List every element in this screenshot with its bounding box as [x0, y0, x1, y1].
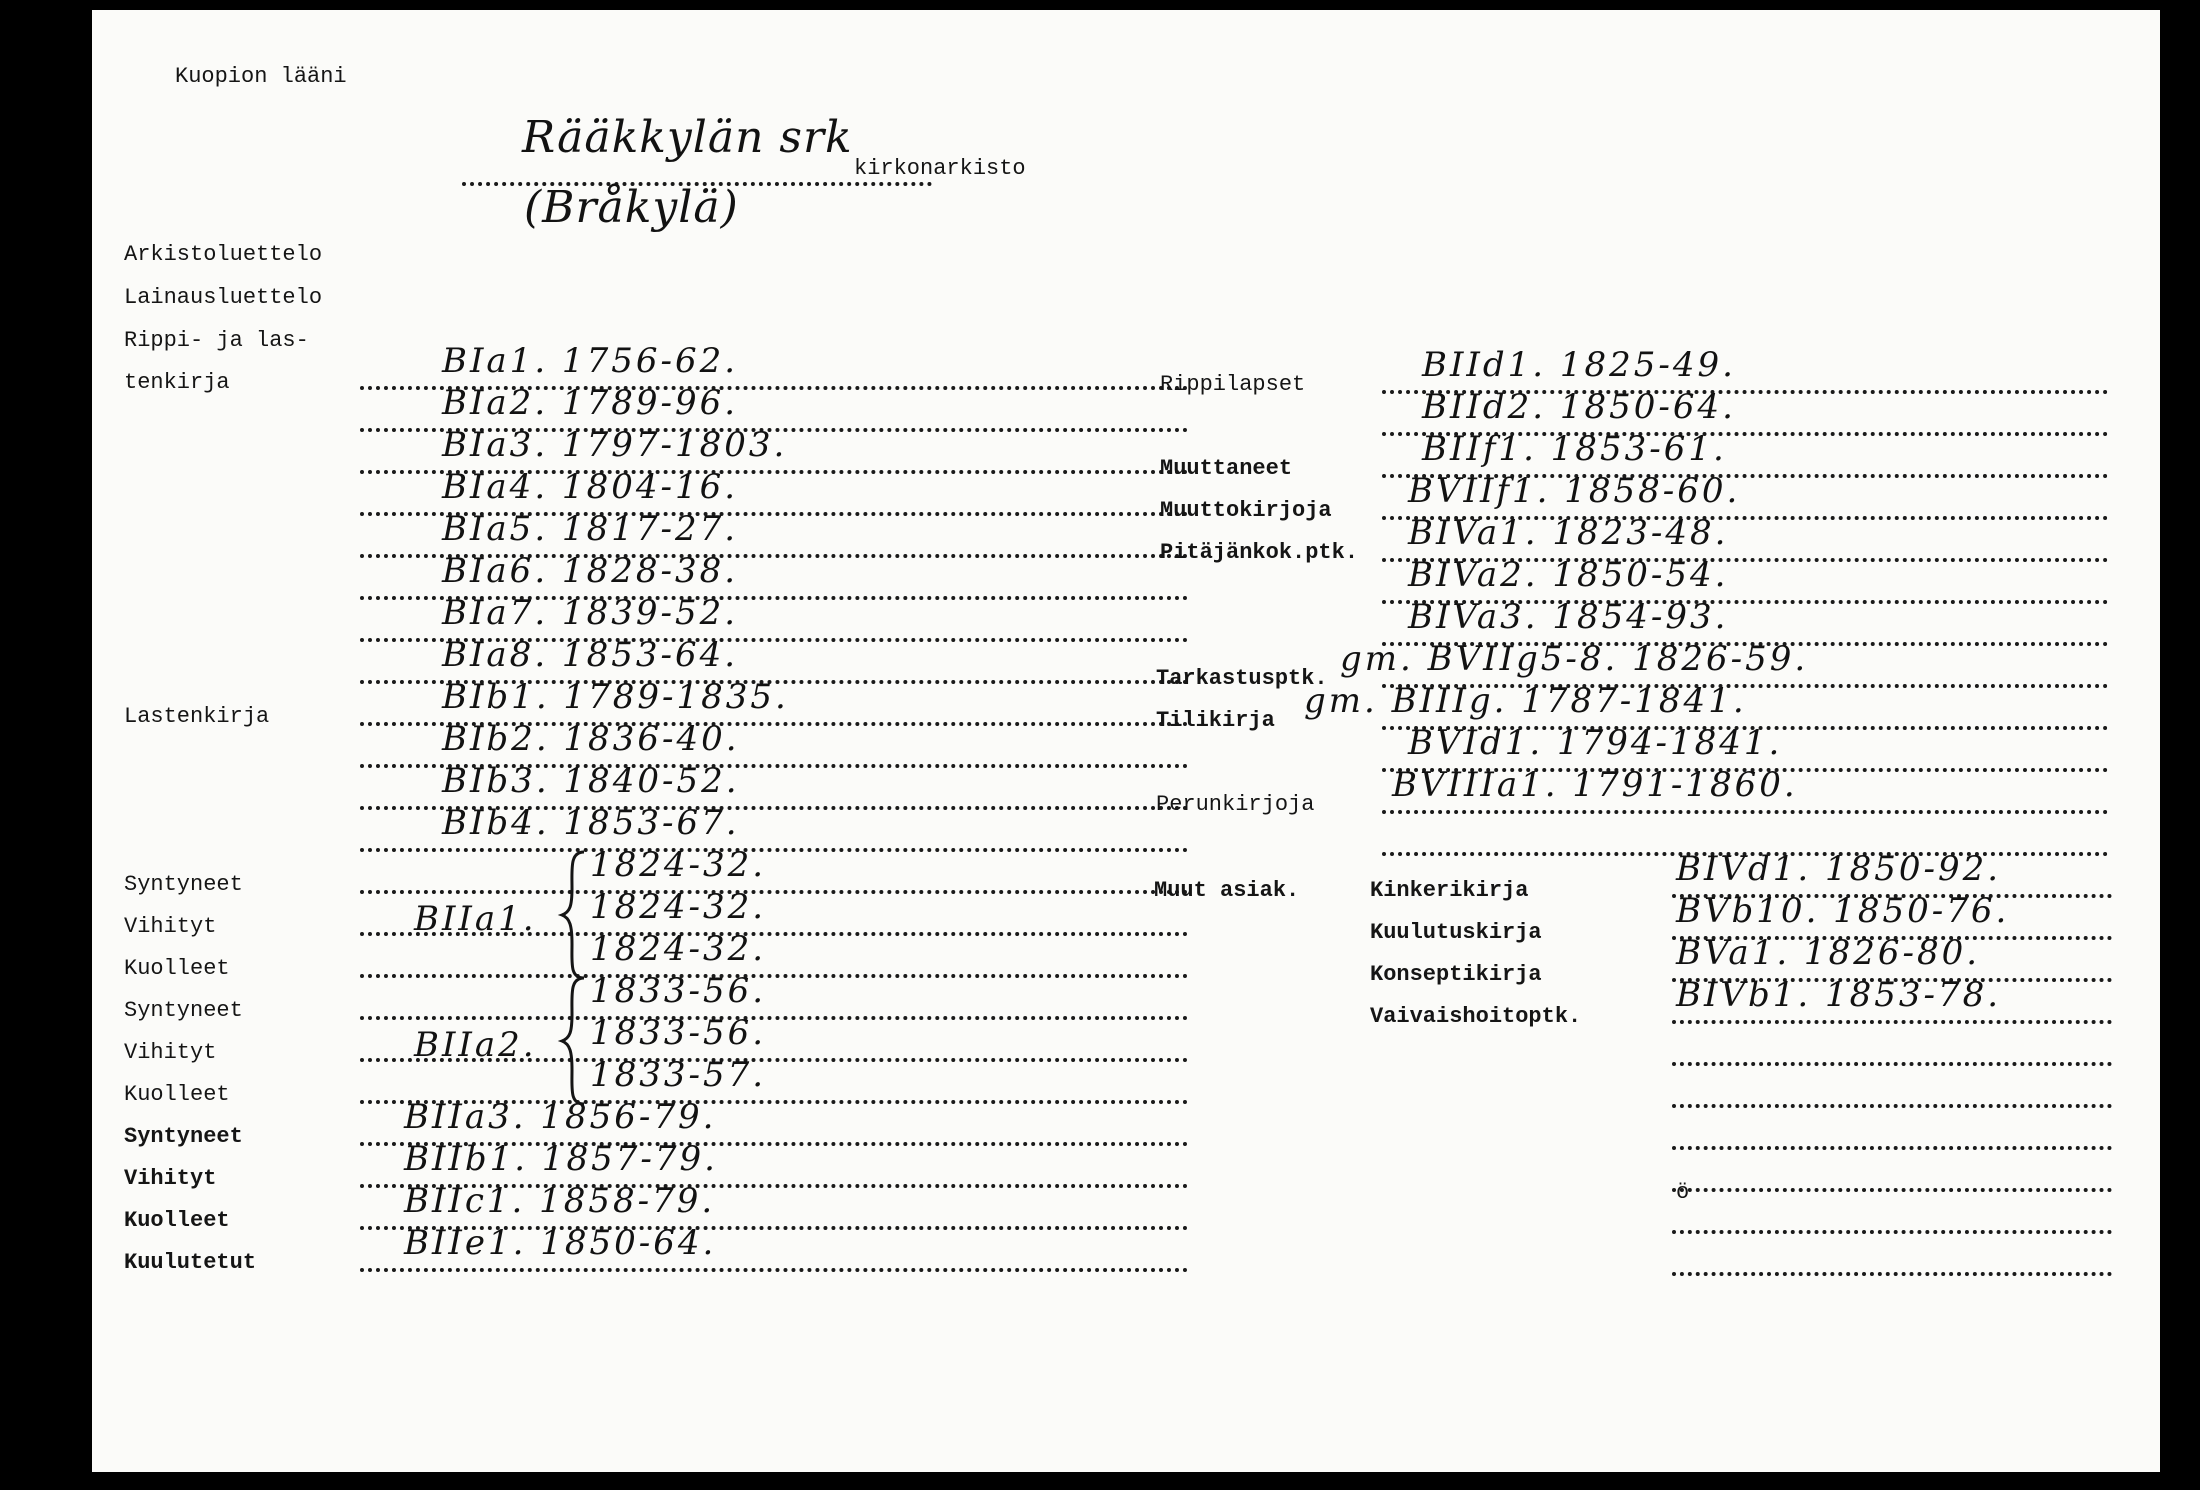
entry-biid2: BIId2. 1850-64. [1422, 387, 1736, 427]
entry-biif1: BIIf1. 1853-61. [1422, 429, 1727, 469]
label-muuttokirjoja: Muuttokirjoja [1160, 498, 1332, 523]
label-rippilapset: Rippilapset [1160, 372, 1306, 397]
entry-biva1: BIVa1. 1823-48. [1408, 513, 1729, 553]
label-perunkirjoja: Perunkirjoja [1156, 792, 1315, 817]
dotted-line [1672, 1020, 2112, 1024]
label-pitajankok: Pitäjänkok.ptk. [1160, 540, 1359, 565]
entry-biva3: BIVa3. 1854-93. [1408, 597, 1729, 637]
dotted-line [1672, 1272, 2112, 1276]
year-biia2-died: 1833-57. [590, 1055, 767, 1095]
label-syntyneet-2: Syntyneet [124, 998, 243, 1023]
entry-bia7: BIa7. 1839-52. [442, 593, 739, 633]
entry-bia8: BIa8. 1853-64. [442, 635, 739, 675]
entry-biid1: BIId1. 1825-49. [1422, 345, 1736, 385]
entry-biiig: gm. BIIIg. 1787-1841. [1304, 681, 1747, 721]
dotted-line [1672, 1230, 2112, 1234]
label-lainausluettelo: Lainausluettelo [124, 285, 323, 310]
label-arkistoluettelo: Arkistoluettelo [124, 242, 323, 267]
label-lastenkirja: Lastenkirja [124, 704, 270, 729]
dotted-line [1672, 1104, 2112, 1108]
entry-bib4: BIb4. 1853-67. [442, 803, 740, 843]
dotted-line [360, 848, 1188, 852]
entry-bia3: BIa3. 1797-1803. [442, 425, 788, 465]
dotted-line [360, 1268, 1188, 1272]
archive-suffix: kirkonarkisto [854, 156, 1026, 181]
brace-group-2 [560, 974, 590, 1108]
label-muut-asiak: Muut asiak. [1154, 878, 1300, 903]
parish-alt-handwritten: (Bråkylä) [524, 182, 739, 233]
label-syntyneet-1: Syntyneet [124, 872, 243, 897]
label-tilikirja: Tilikirja [1156, 708, 1275, 733]
entry-bia6: BIa6. 1828-38. [442, 551, 739, 591]
label-rippi-line1: Rippi- ja las- [124, 328, 309, 353]
label-vihityt-3: Vihityt [124, 1166, 217, 1191]
label-rippi-line2: tenkirja [124, 370, 230, 395]
entry-biic1: BIIc1. 1858-79. [404, 1181, 716, 1221]
label-kuulutuskirja: Kuulutuskirja [1370, 920, 1542, 945]
entry-biib1: BIIb1. 1857-79. [404, 1139, 718, 1179]
entry-bib3: BIb3. 1840-52. [442, 761, 740, 801]
county-label: Kuopion lääni [175, 64, 347, 89]
archive-index-card [92, 10, 2160, 1472]
label-tarkastusptk: Tarkastusptk. [1156, 666, 1328, 691]
entry-bia2: BIa2. 1789-96. [442, 383, 739, 423]
year-biia1-died: 1824-32. [590, 929, 767, 969]
entry-bia5: BIa5. 1817-27. [442, 509, 739, 549]
entry-bviiia1: BVIIIa1. 1791-1860. [1392, 765, 1798, 805]
group-code-biia1: BIIa1. [414, 899, 537, 939]
year-biia1-born: 1824-32. [590, 845, 767, 885]
label-vaivaishoitoptk: Vaivaishoitoptk. [1370, 1004, 1582, 1029]
label-kuolleet-2: Kuolleet [124, 1082, 230, 1107]
entry-biva2: BIVa2. 1850-54. [1408, 555, 1729, 595]
year-biia2-married: 1833-56. [590, 1013, 767, 1053]
entry-bia1: BIa1. 1756-62. [442, 341, 739, 381]
label-kuolleet-3: Kuolleet [124, 1208, 230, 1233]
entry-kinkeri: BIVd1. 1850-92. [1676, 849, 2002, 889]
label-kinkerikirja: Kinkerikirja [1370, 878, 1529, 903]
entry-biia3: BIIa3. 1856-79. [404, 1097, 717, 1137]
dotted-line [1672, 1188, 2112, 1192]
label-vihityt-1: Vihityt [124, 914, 217, 939]
entry-bia4: BIa4. 1804-16. [442, 467, 739, 507]
entry-biie1: BIIe1. 1850-64. [404, 1223, 717, 1263]
dotted-line [1382, 810, 2108, 814]
label-muuttaneet: Muuttaneet [1160, 456, 1293, 481]
label-konseptikirja: Konseptikirja [1370, 962, 1542, 987]
group-code-biia2: BIIa2. [414, 1025, 537, 1065]
entry-bviig: gm. BVIIg5-8. 1826-59. [1340, 639, 1809, 679]
parish-handwritten: Rääkkylän srk [522, 112, 853, 163]
entry-bib1: BIb1. 1789-1835. [442, 677, 789, 717]
dotted-line [360, 1016, 1188, 1020]
dotted-line [360, 974, 1188, 978]
label-syntyneet-3: Syntyneet [124, 1124, 243, 1149]
entry-bviif1: BVIIf1. 1858-60. [1408, 471, 1741, 511]
entry-kuulutus: BVb10. 1850-76. [1676, 891, 2010, 931]
brace-group-1 [560, 848, 590, 982]
dotted-line [1672, 1146, 2112, 1150]
entry-konsepti: BVa1. 1826-80. [1676, 933, 1981, 973]
entry-bib2: BIb2. 1836-40. [442, 719, 740, 759]
entry-bvid1: BVId1. 1794-1841. [1408, 723, 1783, 763]
year-biia2-born: 1833-56. [590, 971, 767, 1011]
year-biia1-married: 1824-32. [590, 887, 767, 927]
label-kuolleet-1: Kuolleet [124, 956, 230, 981]
label-kuulutetut: Kuulutetut [124, 1250, 257, 1275]
dotted-line [1672, 1062, 2112, 1066]
loose-character: ö [1676, 1180, 1690, 1205]
entry-vaivais: BIVb1. 1853-78. [1676, 975, 2002, 1015]
label-vihityt-2: Vihityt [124, 1040, 217, 1065]
dotted-line [360, 890, 1188, 894]
